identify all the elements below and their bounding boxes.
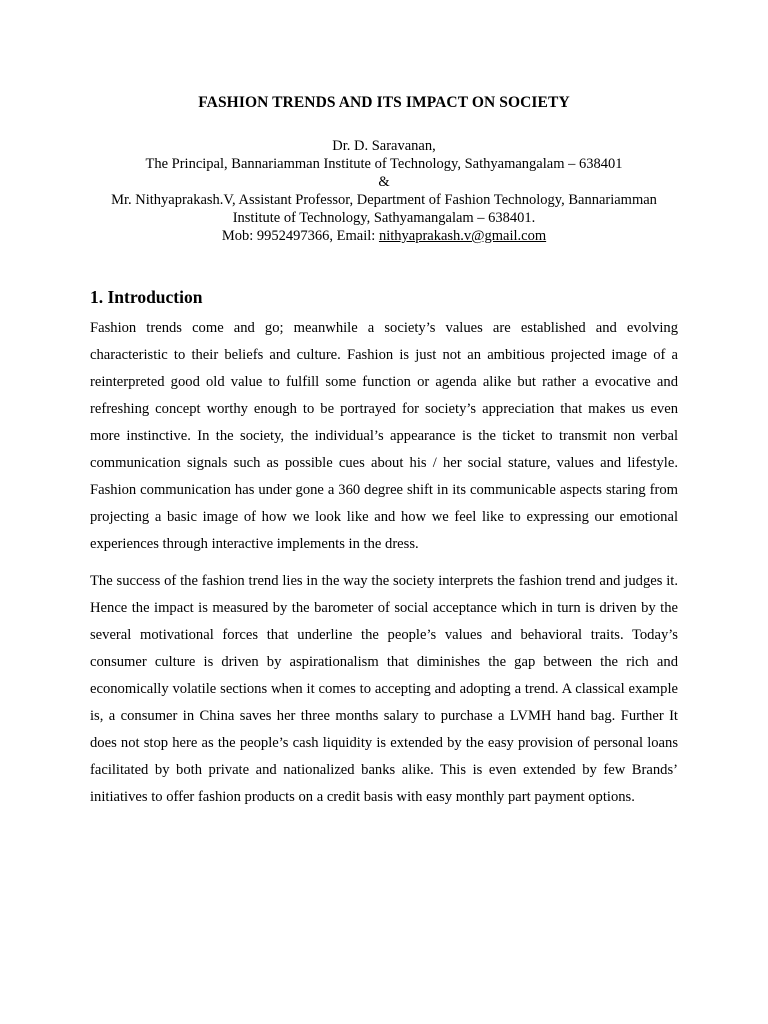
author2-line2: Institute of Technology, Sathyamangalam – 638401. — [232, 210, 536, 226]
author-block — [80, 137, 688, 245]
paper-title: FASHION TRENDS AND ITS IMPACT ON SOCIETY — [198, 94, 570, 111]
contact-prefix: Mob: 9952497366, Email: — [221, 228, 379, 244]
intro-paragraph-2: The success of the fashion trend lies in the way the society interprets the fashion trend and judges it. Hence the impact is measured by the barometer of social acceptance which in turn is driven by the several motivational forces that underline the people’s values and behavioral traits. Today’s consumer culture is driven by aspirationalism that diminishes the gap between the rich and economically volatile sections when it comes to accepting and adopting a trend. A classical example is, a consumer in China saves her three months salary to purchase a LVMH hand bag. Further It does not stop here as the people’s cash liquidity is extended by the easy provision of personal loans facilitated by both private and nationalized banks alike. This is even extended by few Brands’ initiatives to offer fashion products on a credit basis with easy monthly part payment options. — [90, 573, 678, 805]
section-heading-introduction: 1. Introduction — [90, 287, 203, 307]
author2-line1: Mr. Nithyaprakash.V, Assistant Professor, Department of Fashion Technology, Bannariamman — [111, 192, 657, 208]
intro-paragraph-1: Fashion trends come and go; meanwhile a society’s values are established and evolving characteristic to their beliefs and culture. Fashion is just not an ambitious projected image of a reinterpreted good old value to fulfill some function or agenda alike but rather a evocative and refreshing concept worthy enough to be portrayed for society’s appreciation that makes us even more instinctive. In the society, the individual’s appearance is the ticket to transmit non verbal communication signals such as possible cues about his / her social stature, values and lifestyle. Fashion communication has under gone a 360 degree shift in its communicable aspects staring from projecting a basic image of how we look like and how we feel like to expressing our emotional experiences through interactive implements in the dress. — [90, 320, 678, 552]
contact-line — [80, 227, 688, 245]
author-separator: & — [378, 174, 390, 190]
email-link[interactable]: nithyaprakash.v@gmail.com — [378, 228, 547, 244]
author1-affiliation: The Principal, Bannariamman Institute of Technology, Sathyamangalam – 638401 — [145, 156, 623, 172]
author1-name: Dr. D. Saravanan, — [332, 138, 436, 154]
